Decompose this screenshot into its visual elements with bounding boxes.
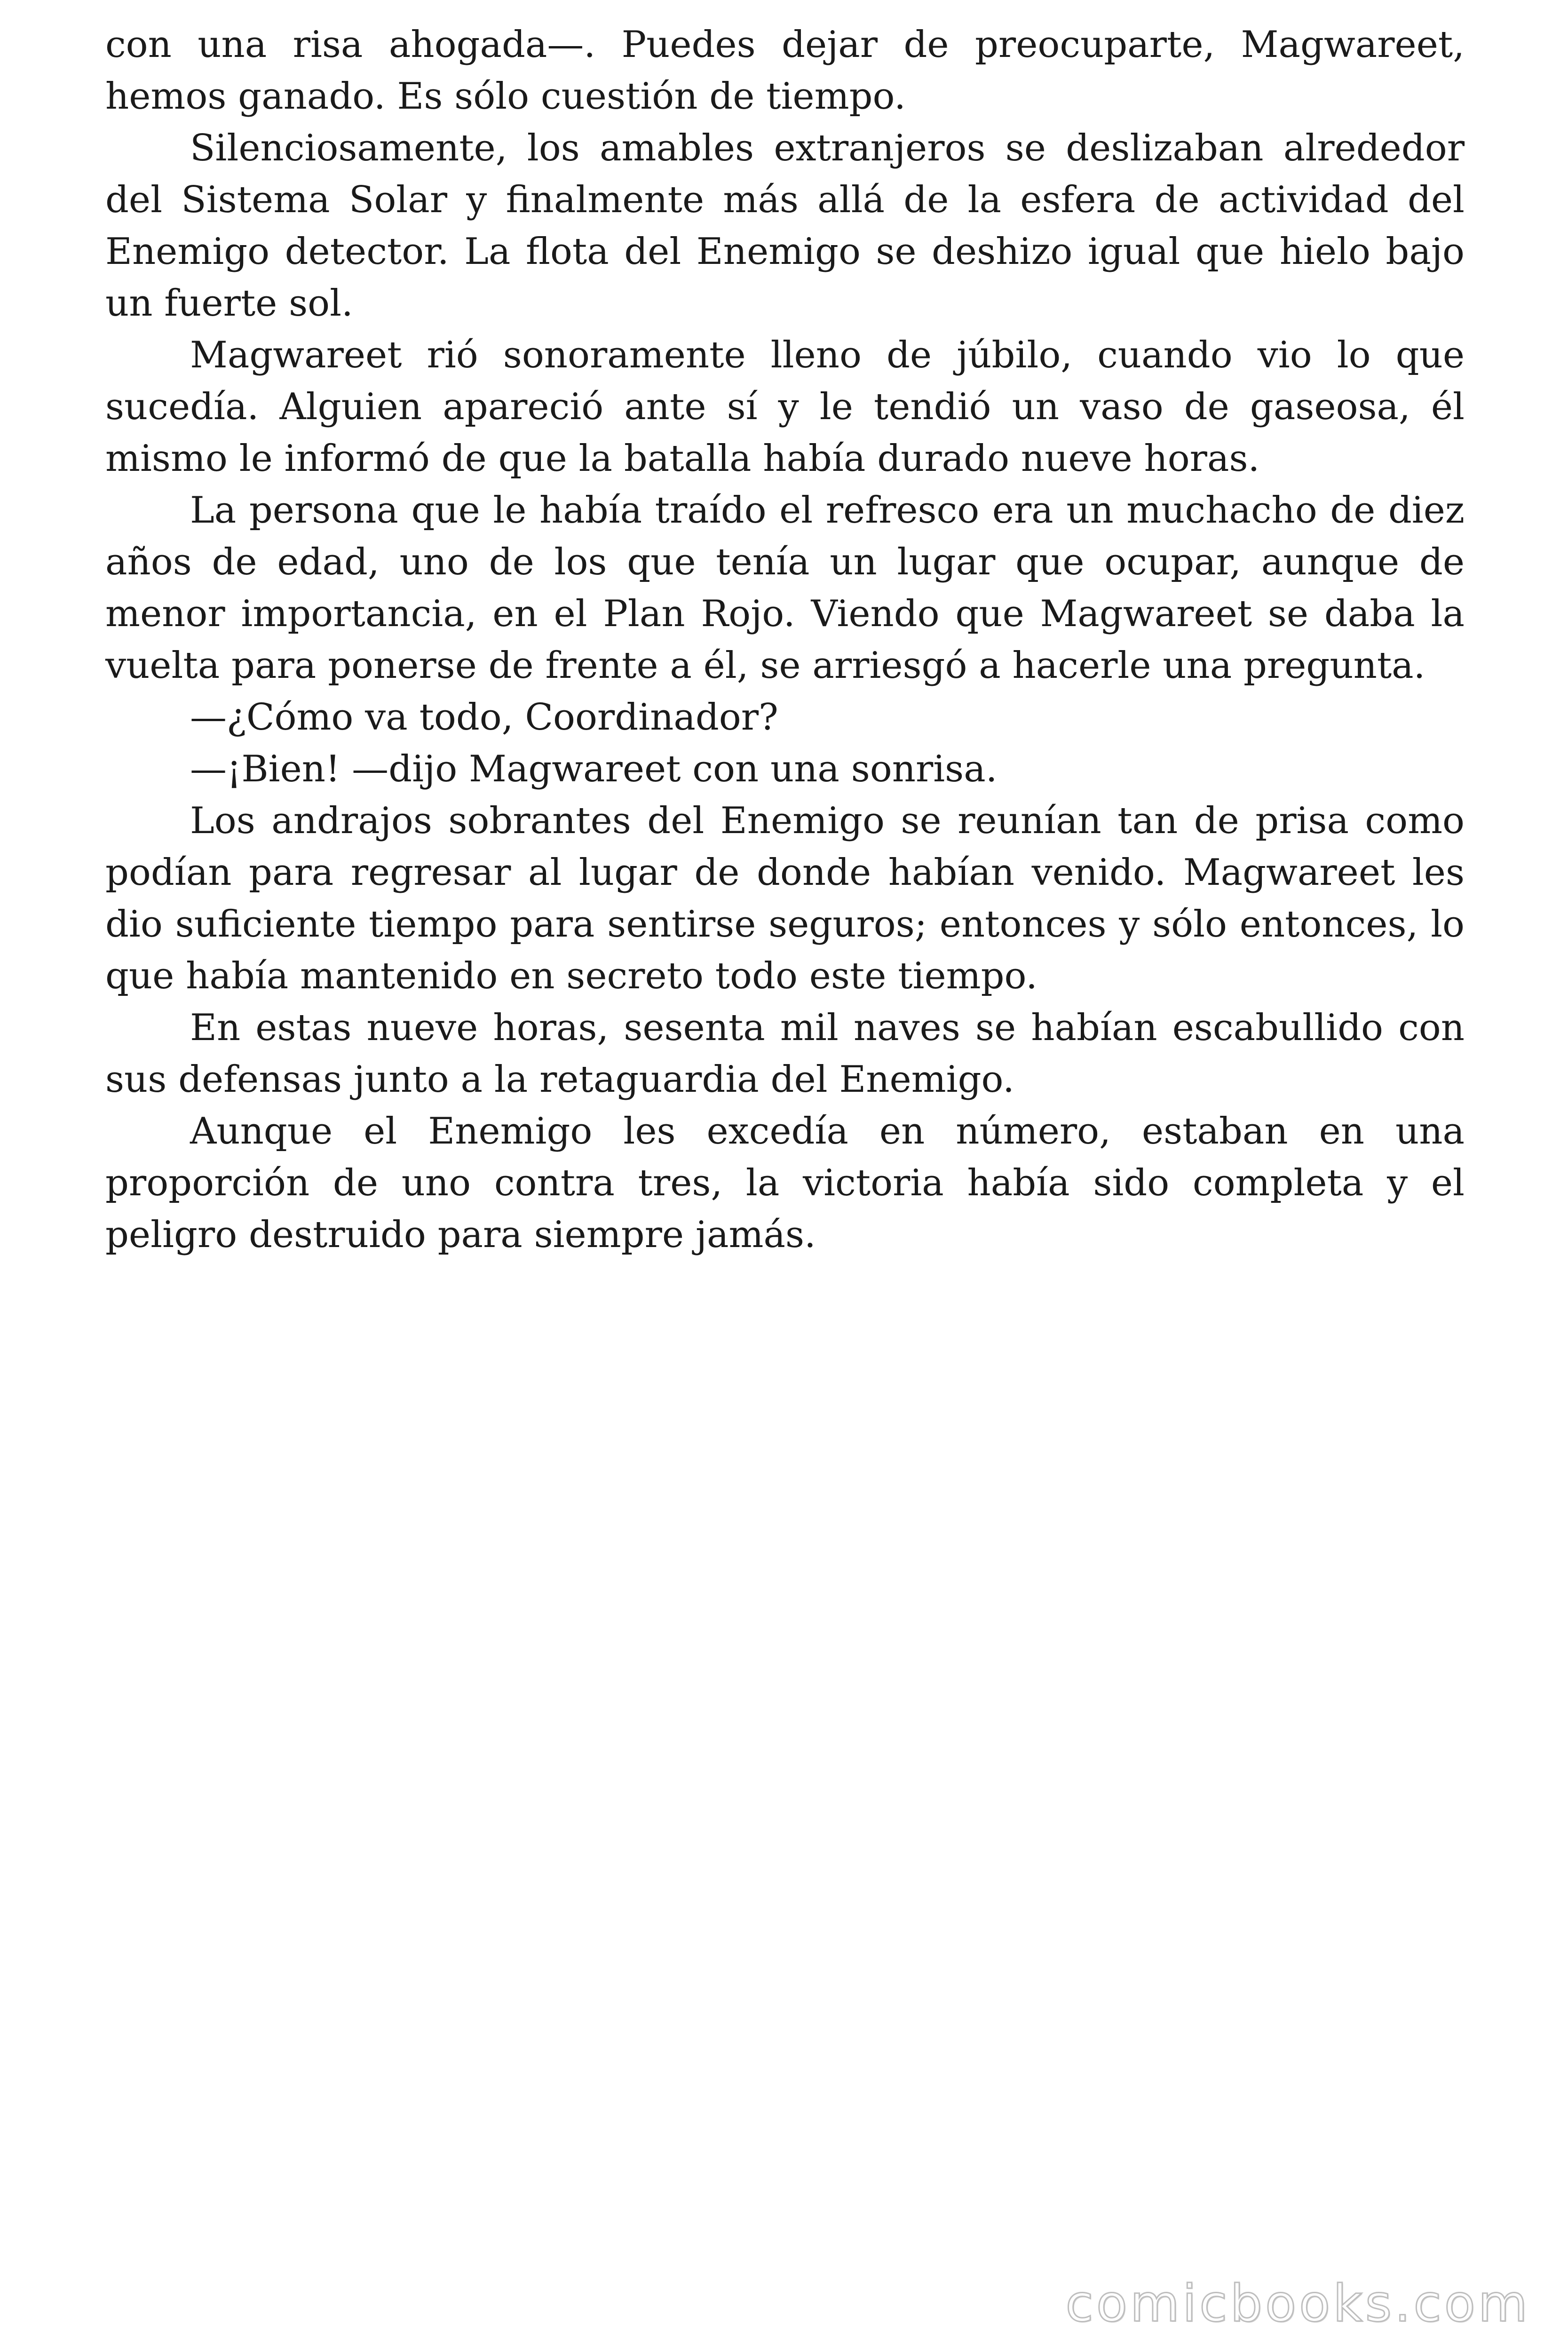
book-page-text — [105, 19, 1465, 1261]
paragraph-1: con una risa ahogada—. Puedes dejar de preocuparte, Magwareet, hemos ganado. Es sólo cuestión de tiempo. — [105, 24, 1465, 118]
paragraph-9: Aunque el Enemigo les excedía en número, estaban en una proporción de uno contra tres, la victoria había sido completa y el peligro destruido para siempre jamás. — [105, 1110, 1465, 1256]
paragraph-7: Los andrajos sobrantes del Enemigo se reunían tan de prisa como podían para regresar al lugar de donde habían venido. Magwareet les dio suficiente tiempo para sentirse seguros; entonces y sólo entonces, lo que había mantenido en secreto todo este tiempo. — [105, 800, 1465, 997]
paragraph-5-dialogue: —¿Cómo va todo, Coordinador? — [190, 696, 778, 739]
paragraph-4: La persona que le había traído el refresco era un muchacho de diez años de edad, uno de los que tenía un lugar que ocupar, aunque de menor importancia, en el Plan Rojo. Viendo que Magwareet se daba la vuelta para ponerse de frente a él, se arriesgó a hacerle una pregunta. — [105, 489, 1465, 687]
paragraph-6-dialogue: —¡Bien! —dijo Magwareet con una sonrisa. — [190, 748, 998, 790]
paragraph-3: Magwareet rió sonoramente lleno de júbilo, cuando vio lo que sucedía. Alguien apareció ante sí y le tendió un vaso de gaseosa, él mismo le informó de que la batalla había durado nueve horas. — [105, 334, 1465, 480]
watermark: comicbooks.com — [1065, 2274, 1530, 2333]
paragraph-8: En estas nueve horas, sesenta mil naves se habían escabullido con sus defensas junto a la retaguardia del Enemigo. — [105, 1007, 1465, 1101]
paragraph-2: Silenciosamente, los amables extranjeros se deslizaban alrededor del Sistema Solar y finalmente más allá de la esfera de actividad del Enemigo detector. La flota del Enemigo se deshizo igual que hielo bajo un fuerte sol. — [105, 127, 1465, 325]
